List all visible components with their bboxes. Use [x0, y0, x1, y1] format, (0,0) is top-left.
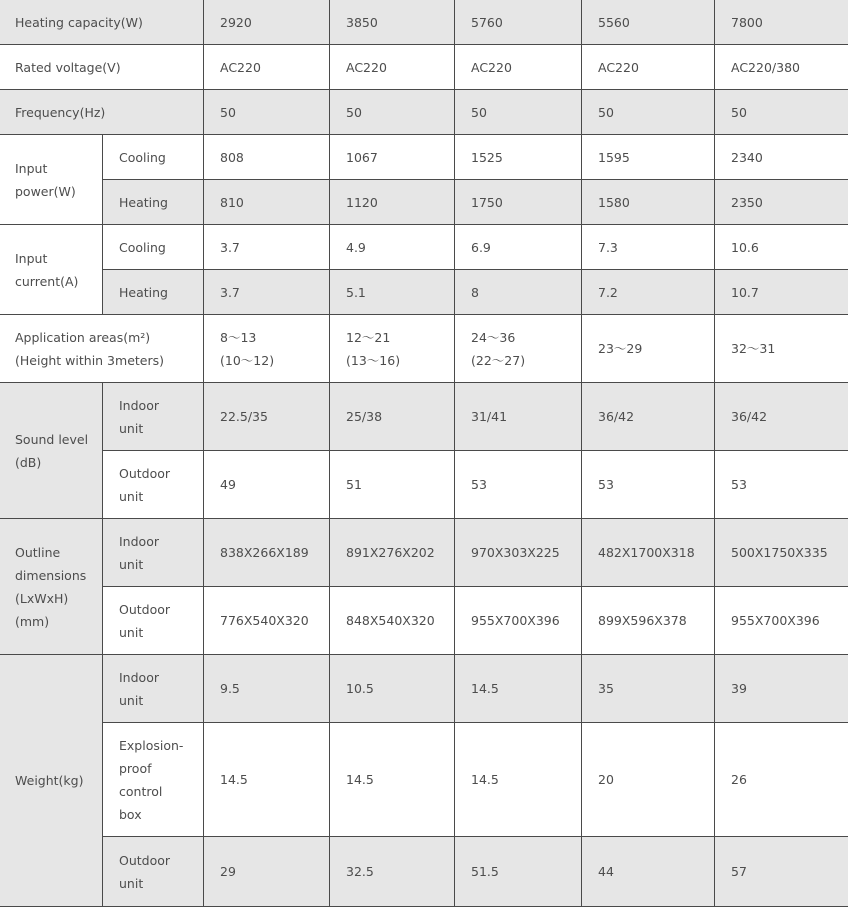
label-line: Indoor [119, 394, 191, 417]
value-line: 8～13 [220, 326, 317, 349]
value-cell: 4.9 [330, 225, 455, 270]
sub-label: Cooling [103, 225, 204, 270]
value-line: (10～12) [220, 349, 317, 372]
row-weight-outdoor [0, 837, 848, 907]
value-cell: 51.5 [455, 837, 582, 907]
value-cell: 2920 [204, 0, 330, 45]
label-line: Indoor [119, 530, 191, 553]
value-cell [582, 315, 715, 383]
sub-label: Heating [103, 180, 204, 225]
label-line: Outdoor [119, 598, 191, 621]
row-sound-indoor [0, 383, 848, 451]
value-line: 32～31 [731, 337, 838, 360]
value-cell: 7.3 [582, 225, 715, 270]
value-cell: 14.5 [204, 723, 330, 837]
label-line: Input [15, 247, 90, 270]
sub-label [103, 723, 204, 837]
label-line: Outline [15, 541, 90, 564]
label-line: unit [119, 621, 191, 644]
value-cell: 848X540X320 [330, 587, 455, 655]
value-cell: 49 [204, 451, 330, 519]
value-cell: 51 [330, 451, 455, 519]
value-cell: 482X1700X318 [582, 519, 715, 587]
value-cell: 25/38 [330, 383, 455, 451]
sub-label [103, 587, 204, 655]
value-cell: 32.5 [330, 837, 455, 907]
value-cell: 3850 [330, 0, 455, 45]
row-label: Heating capacity(W) [0, 0, 204, 45]
value-cell: 8 [455, 270, 582, 315]
label-line: (dB) [15, 451, 90, 474]
row-weight-control-box [0, 723, 848, 837]
value-cell: 14.5 [330, 723, 455, 837]
sub-label [103, 383, 204, 451]
value-cell: 6.9 [455, 225, 582, 270]
value-cell: 838X266X189 [204, 519, 330, 587]
value-cell: 808 [204, 135, 330, 180]
value-cell: AC220 [330, 45, 455, 90]
value-cell [330, 315, 455, 383]
label-line: unit [119, 689, 191, 712]
label-line: Outdoor [119, 849, 191, 872]
label-line: unit [119, 872, 191, 895]
label-line: (mm) [15, 610, 90, 633]
value-cell: 7.2 [582, 270, 715, 315]
label-line: control [119, 780, 191, 803]
value-cell: 50 [582, 90, 715, 135]
sub-label [103, 519, 204, 587]
value-cell: 776X540X320 [204, 587, 330, 655]
value-cell: 50 [204, 90, 330, 135]
label-line: unit [119, 485, 191, 508]
value-cell: 810 [204, 180, 330, 225]
value-cell: 1580 [582, 180, 715, 225]
label-line: box [119, 803, 191, 826]
row-heating-capacity [0, 0, 848, 45]
value-cell: 36/42 [582, 383, 715, 451]
value-cell: 53 [582, 451, 715, 519]
label-line: Input [15, 157, 90, 180]
row-frequency [0, 90, 848, 135]
value-cell: 7800 [715, 0, 848, 45]
label-line: current(A) [15, 270, 90, 293]
value-cell: 22.5/35 [204, 383, 330, 451]
value-cell [715, 315, 848, 383]
value-cell: 50 [455, 90, 582, 135]
label-line: unit [119, 553, 191, 576]
value-cell: 970X303X225 [455, 519, 582, 587]
value-cell: 2350 [715, 180, 848, 225]
value-cell: 50 [715, 90, 848, 135]
value-cell: 891X276X202 [330, 519, 455, 587]
row-input-current-cooling [0, 225, 848, 270]
value-cell: 29 [204, 837, 330, 907]
sub-label [103, 837, 204, 907]
row-label: Rated voltage(V) [0, 45, 204, 90]
label-line: Outdoor [119, 462, 191, 485]
value-cell: 10.6 [715, 225, 848, 270]
value-cell: 10.5 [330, 655, 455, 723]
value-cell: 2340 [715, 135, 848, 180]
value-cell: 3.7 [204, 270, 330, 315]
sub-label [103, 451, 204, 519]
group-label-input-power [0, 135, 103, 225]
value-cell: 5760 [455, 0, 582, 45]
label-line: proof [119, 757, 191, 780]
value-cell: AC220 [204, 45, 330, 90]
row-dimensions-indoor [0, 519, 848, 587]
value-line: (22～27) [471, 349, 569, 372]
sub-label [103, 655, 204, 723]
value-cell [455, 315, 582, 383]
sub-label: Heating [103, 270, 204, 315]
row-dimensions-outdoor [0, 587, 848, 655]
row-input-power-heating [0, 180, 848, 225]
value-cell: 1750 [455, 180, 582, 225]
value-cell: 14.5 [455, 655, 582, 723]
row-input-power-cooling [0, 135, 848, 180]
label-line: Application areas(m²) [15, 326, 191, 349]
value-cell: 53 [715, 451, 848, 519]
row-input-current-heating [0, 270, 848, 315]
label-line: dimensions [15, 564, 90, 587]
value-cell: 3.7 [204, 225, 330, 270]
label-line: Indoor [119, 666, 191, 689]
value-cell: 1067 [330, 135, 455, 180]
value-cell: 1120 [330, 180, 455, 225]
label-line: Explosion- [119, 734, 191, 757]
value-cell: 50 [330, 90, 455, 135]
group-label-weight: Weight(kg) [0, 655, 103, 907]
value-cell: 899X596X378 [582, 587, 715, 655]
value-cell: 10.7 [715, 270, 848, 315]
value-cell: AC220 [455, 45, 582, 90]
value-cell: 53 [455, 451, 582, 519]
value-cell: AC220 [582, 45, 715, 90]
row-application-areas [0, 315, 848, 383]
value-cell: 36/42 [715, 383, 848, 451]
row-label: Frequency(Hz) [0, 90, 204, 135]
value-cell: 14.5 [455, 723, 582, 837]
group-label-outline-dimensions [0, 519, 103, 655]
value-cell: 35 [582, 655, 715, 723]
label-line: (LxWxH) [15, 587, 90, 610]
value-cell: 31/41 [455, 383, 582, 451]
value-cell: 57 [715, 837, 848, 907]
value-cell: 1525 [455, 135, 582, 180]
value-cell: 20 [582, 723, 715, 837]
value-cell: 26 [715, 723, 848, 837]
value-cell: 1595 [582, 135, 715, 180]
value-cell: 9.5 [204, 655, 330, 723]
sub-label: Cooling [103, 135, 204, 180]
row-weight-indoor [0, 655, 848, 723]
value-line: 12～21 [346, 326, 442, 349]
group-label-sound-level [0, 383, 103, 519]
value-cell: 955X700X396 [455, 587, 582, 655]
value-line: 23～29 [598, 337, 702, 360]
value-cell [204, 315, 330, 383]
group-label-input-current [0, 225, 103, 315]
row-sound-outdoor [0, 451, 848, 519]
value-cell: 955X700X396 [715, 587, 848, 655]
label-line: unit [119, 417, 191, 440]
label-line: (Height within 3meters) [15, 349, 191, 372]
value-line: (13～16) [346, 349, 442, 372]
value-cell: 500X1750X335 [715, 519, 848, 587]
label-line: Sound level [15, 428, 90, 451]
value-cell: 5.1 [330, 270, 455, 315]
value-cell: AC220/380 [715, 45, 848, 90]
value-cell: 39 [715, 655, 848, 723]
value-cell: 5560 [582, 0, 715, 45]
row-rated-voltage [0, 45, 848, 90]
value-cell: 44 [582, 837, 715, 907]
row-label [0, 315, 204, 383]
value-line: 24～36 [471, 326, 569, 349]
label-line: power(W) [15, 180, 90, 203]
